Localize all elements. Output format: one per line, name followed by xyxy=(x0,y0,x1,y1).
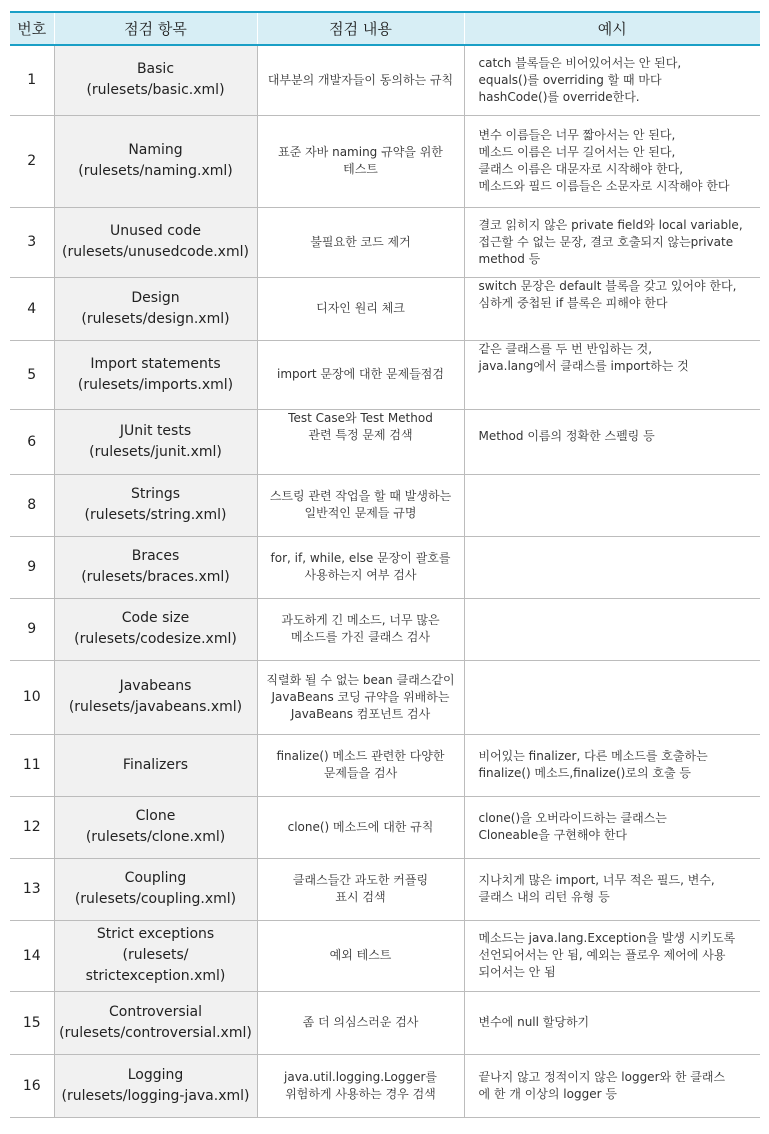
row-content: clone() 메소드에 대한 규칙 xyxy=(257,796,464,858)
rules-table-container xyxy=(10,11,760,1118)
row-example: 비어있는 finalizer, 다른 메소드를 호출하는 finalize() 메소드,finalize()로의 호출 등 xyxy=(464,734,760,796)
table-row xyxy=(10,991,760,1054)
table-row xyxy=(10,796,760,858)
row-item: Strict exceptions (rulesets/ strictexception.xml) xyxy=(54,920,257,991)
row-example: 변수에 null 할당하기 xyxy=(464,991,760,1054)
row-example: 지나치게 많은 import, 너무 적은 필드, 변수, 클래스 내의 리턴 유형 등 xyxy=(464,858,760,920)
row-number: 3 xyxy=(10,207,54,277)
row-item: Finalizers xyxy=(54,734,257,796)
row-example: 메소드는 java.lang.Exception을 발생 시키도록 선언되어서는 안 됨, 예외는 플로우 제어에 사용 되어서는 안 됨 xyxy=(464,920,760,991)
table-row xyxy=(10,115,760,207)
row-number: 15 xyxy=(10,991,54,1054)
table-row xyxy=(10,45,760,115)
header-content: 점검 내용 xyxy=(257,12,464,45)
row-content: 클래스들간 과도한 커플링 표시 검색 xyxy=(257,858,464,920)
row-number: 4 xyxy=(10,277,54,340)
row-example xyxy=(464,660,760,734)
row-number: 5 xyxy=(10,340,54,409)
row-number: 6 xyxy=(10,409,54,474)
row-example xyxy=(464,536,760,598)
table-row xyxy=(10,660,760,734)
row-item: Import statements (rulesets/imports.xml) xyxy=(54,340,257,409)
table-row xyxy=(10,536,760,598)
row-content: import 문장에 대한 문제들점검 xyxy=(257,340,464,409)
table-row xyxy=(10,207,760,277)
row-number: 14 xyxy=(10,920,54,991)
header-example: 예시 xyxy=(464,12,760,45)
row-example xyxy=(464,474,760,536)
row-item: Naming (rulesets/naming.xml) xyxy=(54,115,257,207)
row-example: switch 문장은 default 블록을 갖고 있어야 한다, 심하게 중첩된 if 블록은 피해야 한다 xyxy=(464,277,760,340)
row-content: 좀 더 의심스러운 검사 xyxy=(257,991,464,1054)
table-row xyxy=(10,858,760,920)
row-content: finalize() 메소드 관련한 다양한 문제들을 검사 xyxy=(257,734,464,796)
row-content: 표준 자바 naming 규약을 위한 테스트 xyxy=(257,115,464,207)
row-content: for, if, while, else 문장이 괄호를 사용하는지 여부 검사 xyxy=(257,536,464,598)
row-item: Javabeans (rulesets/javabeans.xml) xyxy=(54,660,257,734)
table-body xyxy=(10,45,760,1117)
row-example: 결코 읽히지 않은 private field와 local variable, 접근할 수 없는 문장, 결코 호출되지 않는private method 등 xyxy=(464,207,760,277)
row-number: 1 xyxy=(10,45,54,115)
row-item: Coupling (rulesets/coupling.xml) xyxy=(54,858,257,920)
row-example: Method 이름의 정확한 스펠링 등 xyxy=(464,409,760,474)
row-example: catch 블록들은 비어있어서는 안 된다, equals()를 overriding 할 때 마다 hashCode()를 override한다. xyxy=(464,45,760,115)
row-content: 예외 테스트 xyxy=(257,920,464,991)
row-number: 8 xyxy=(10,474,54,536)
row-number: 2 xyxy=(10,115,54,207)
row-item: Code size (rulesets/codesize.xml) xyxy=(54,598,257,660)
row-item: Design (rulesets/design.xml) xyxy=(54,277,257,340)
table-row xyxy=(10,409,760,474)
row-number: 16 xyxy=(10,1054,54,1117)
row-number: 13 xyxy=(10,858,54,920)
row-example: 같은 클래스를 두 번 반입하는 것, java.lang에서 클래스를 import하는 것 xyxy=(464,340,760,409)
row-number: 10 xyxy=(10,660,54,734)
row-content: 불필요한 코드 제거 xyxy=(257,207,464,277)
row-item: Braces (rulesets/braces.xml) xyxy=(54,536,257,598)
row-content: 직렬화 될 수 없는 bean 클래스같이 JavaBeans 코딩 규약을 위배하는 JavaBeans 컴포넌트 검사 xyxy=(257,660,464,734)
row-number: 11 xyxy=(10,734,54,796)
row-item: Logging (rulesets/logging-java.xml) xyxy=(54,1054,257,1117)
row-content: 스트링 관련 작업을 할 때 발생하는 일반적인 문제들 규명 xyxy=(257,474,464,536)
rules-table xyxy=(10,11,760,1118)
table-row xyxy=(10,598,760,660)
row-item: Controversial (rulesets/controversial.xml) xyxy=(54,991,257,1054)
row-number: 12 xyxy=(10,796,54,858)
table-row xyxy=(10,1054,760,1117)
row-item: Clone (rulesets/clone.xml) xyxy=(54,796,257,858)
row-content: Test Case와 Test Method 관련 특정 문제 검색 xyxy=(257,409,464,474)
table-row xyxy=(10,340,760,409)
row-number: 9 xyxy=(10,598,54,660)
row-example: clone()을 오버라이드하는 클래스는 Cloneable을 구현해야 한다 xyxy=(464,796,760,858)
header-number: 번호 xyxy=(10,12,54,45)
row-item: JUnit tests (rulesets/junit.xml) xyxy=(54,409,257,474)
row-example xyxy=(464,598,760,660)
header-item: 점검 항목 xyxy=(54,12,257,45)
row-item: Basic (rulesets/basic.xml) xyxy=(54,45,257,115)
row-content: java.util.logging.Logger를 위험하게 사용하는 경우 검색 xyxy=(257,1054,464,1117)
row-content: 과도하게 긴 메소드, 너무 많은 메소드를 가진 클래스 검사 xyxy=(257,598,464,660)
table-header xyxy=(10,12,760,45)
row-item: Unused code (rulesets/unusedcode.xml) xyxy=(54,207,257,277)
row-example: 끝나지 않고 정적이지 않은 logger와 한 클래스 에 한 개 이상의 logger 등 xyxy=(464,1054,760,1117)
table-row xyxy=(10,277,760,340)
row-content: 디자인 원리 체크 xyxy=(257,277,464,340)
row-item: Strings (rulesets/string.xml) xyxy=(54,474,257,536)
table-row xyxy=(10,920,760,991)
table-row xyxy=(10,734,760,796)
row-content: 대부분의 개발자들이 동의하는 규칙 xyxy=(257,45,464,115)
row-example: 변수 이름들은 너무 짧아서는 안 된다, 메소드 이름은 너무 길어서는 안 된다, 클래스 이름은 대문자로 시작해야 한다, 메소드와 필드 이름들은 소문자로 시작해야 한다 xyxy=(464,115,760,207)
table-row xyxy=(10,474,760,536)
row-number: 9 xyxy=(10,536,54,598)
